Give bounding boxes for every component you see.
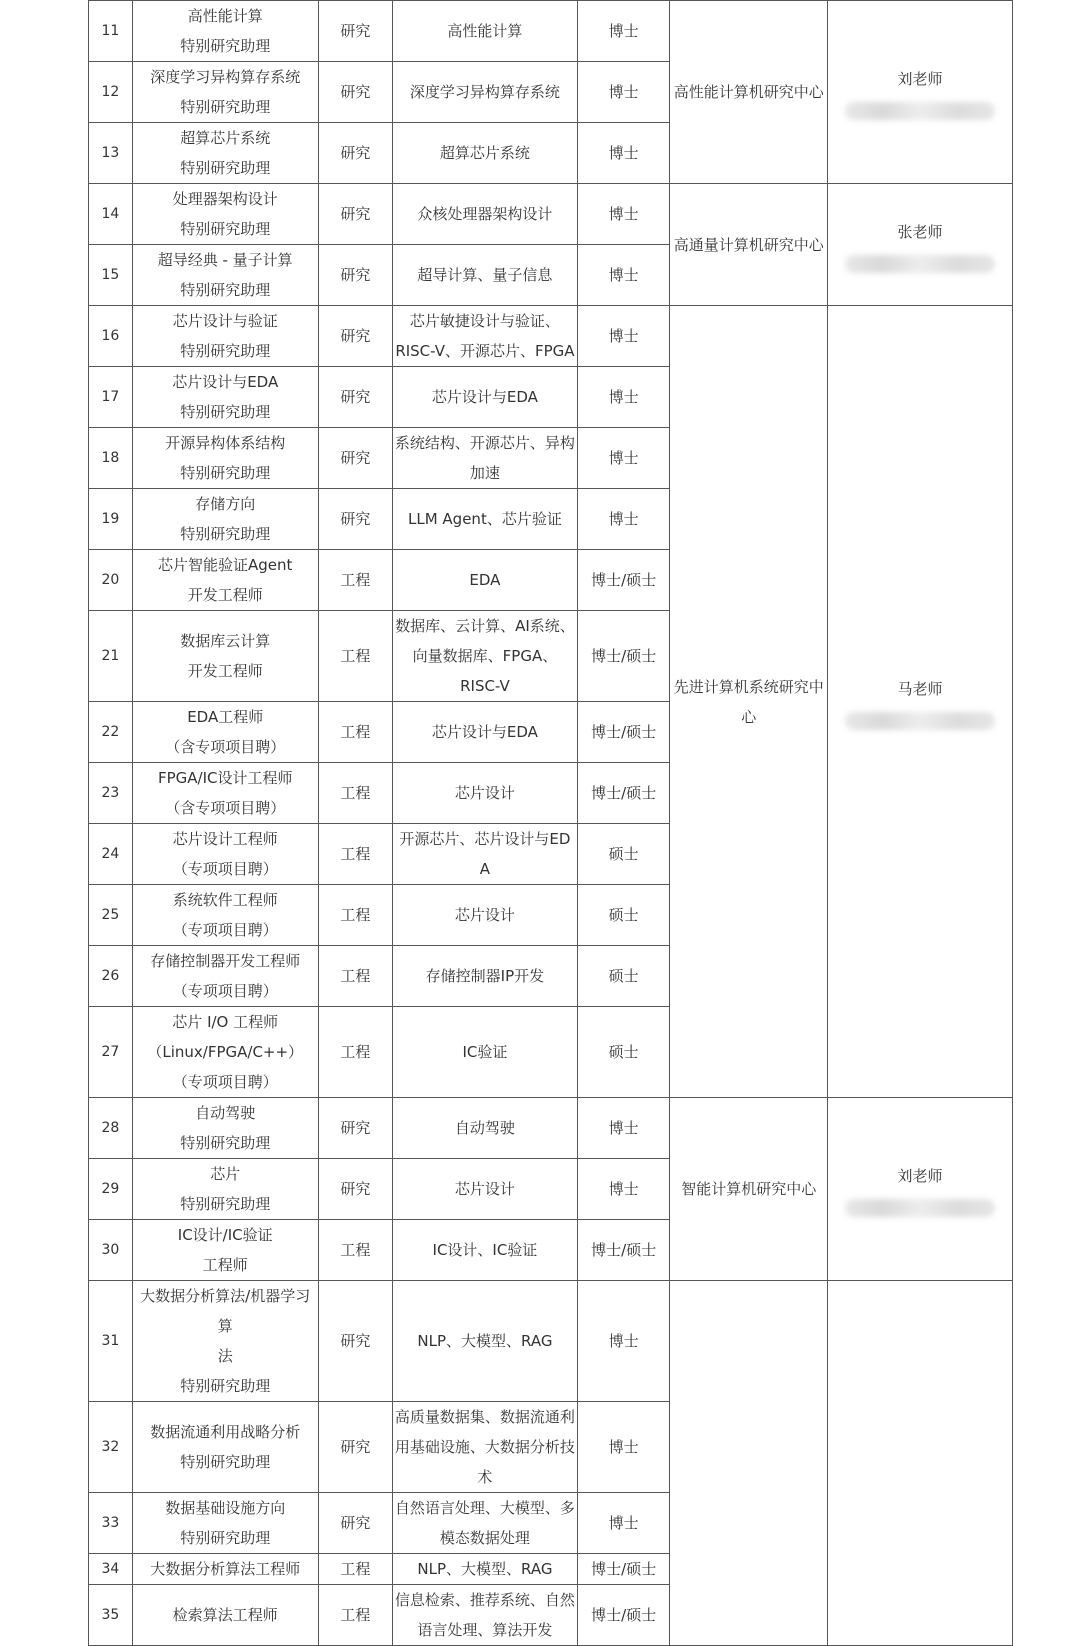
position-name [132,428,318,489]
research-field-line: IC设计、IC验证 [432,1241,538,1259]
row-number: 15 [89,245,133,306]
research-center [670,1,828,184]
row-number: 23 [89,763,133,824]
research-field-line: 自然语言处理、大模型、多 [394,1499,575,1517]
position-name-line: 特别研究助理 [180,1195,271,1213]
degree-requirement: 博士 [577,1402,670,1493]
position-name [132,1159,318,1220]
position-name-line: （Linux/FPGA/C++） [147,1043,304,1061]
position-name [132,1,318,62]
research-field-line: 高质量数据集、数据流通利 [394,1408,575,1426]
degree-requirement: 博士/硕士 [577,702,670,763]
position-name [132,1098,318,1159]
row-number: 33 [89,1493,133,1554]
degree-requirement: 博士 [577,123,670,184]
row-number: 19 [89,489,133,550]
row-number: 21 [89,611,133,702]
research-field-line: 芯片敏捷设计与验证、 [409,312,560,330]
research-field-line: 众核处理器架构设计 [417,205,553,223]
contact-cell [827,306,1012,1098]
degree-requirement: 硕士 [577,1007,670,1098]
position-name-line: 数据流通利用战略分析 [150,1423,301,1441]
research-field-line: LLM Agent、芯片验证 [408,510,562,528]
position-name-line: 特别研究助理 [180,1529,271,1547]
research-field [392,550,577,611]
position-type: 工程 [318,1585,392,1646]
contact-name: 张老师 [897,222,943,241]
position-name [132,824,318,885]
research-field [392,824,577,885]
position-type: 研究 [318,367,392,428]
position-name-line: IC设计/IC验证 [177,1226,273,1244]
contact-name: 马老师 [897,679,943,698]
row-number: 30 [89,1220,133,1281]
position-name [132,489,318,550]
position-name-line: 芯片 I/O 工程师 [172,1013,279,1031]
position-name [132,1220,318,1281]
position-name-line: 芯片设计工程师 [172,830,278,848]
position-name-line: 特别研究助理 [180,1377,271,1395]
research-field-line: 自动驾驶 [454,1119,515,1137]
degree-requirement: 硕士 [577,885,670,946]
position-type: 工程 [318,763,392,824]
degree-requirement: 博士/硕士 [577,1554,670,1585]
degree-requirement: 博士 [577,489,670,550]
position-name-line: FPGA/IC设计工程师 [157,769,293,787]
position-name [132,611,318,702]
contact-cell [827,184,1012,306]
research-field [392,428,577,489]
research-field-line: 信息检索、推荐系统、自然 [394,1591,575,1609]
degree-requirement: 博士/硕士 [577,1585,670,1646]
research-center-line: 高性能计算机研究中心 [673,83,824,101]
research-field-line: 语言处理、算法开发 [417,1621,553,1639]
table-row [89,1281,1013,1402]
research-field-line: 芯片设计 [454,1180,515,1198]
research-field-line: 高性能计算 [447,22,523,40]
research-center [670,306,828,1098]
row-number: 32 [89,1402,133,1493]
position-name-line: 特别研究助理 [180,98,271,116]
table-row [89,306,1013,367]
degree-requirement: 博士 [577,184,670,245]
research-field-line: 数据库、云计算、AI系统、 [395,617,575,635]
position-name-line: 数据基础设施方向 [165,1499,286,1517]
research-field-line: 术 [477,1468,493,1486]
research-field [392,489,577,550]
position-name-line: 深度学习异构算存系统 [150,68,301,86]
position-name-line: 超算芯片系统 [180,129,271,147]
degree-requirement: 博士 [577,1098,670,1159]
position-name-line: （含专项项目聘） [165,799,286,817]
research-field-line: 存储控制器IP开发 [425,967,545,985]
degree-requirement: 博士 [577,245,670,306]
degree-requirement: 博士/硕士 [577,1220,670,1281]
degree-requirement: 博士 [577,1493,670,1554]
row-number: 26 [89,946,133,1007]
position-name-line: 特别研究助理 [180,464,271,482]
degree-requirement: 博士 [577,1281,670,1402]
position-name [132,1281,318,1402]
position-name [132,946,318,1007]
position-name-line: （专项项目聘） [172,1073,278,1091]
table-row [89,1,1013,62]
table-row [89,184,1013,245]
research-field [392,1098,577,1159]
research-field-line: 用基础设施、大数据分析技 [394,1438,575,1456]
research-field-line: 开源芯片、芯片设计与EDA [399,830,571,878]
position-name-line: 工程师 [202,1256,248,1274]
position-name-line: 开源异构体系结构 [165,434,286,452]
research-field-line: 加速 [469,464,500,482]
position-name [132,1493,318,1554]
position-type: 工程 [318,1554,392,1585]
contact-cell [827,1281,1012,1646]
position-name-line: 特别研究助理 [180,37,271,55]
position-name [132,62,318,123]
row-number: 13 [89,123,133,184]
research-center [670,184,828,306]
row-number: 17 [89,367,133,428]
research-field-line: 芯片设计与EDA [431,723,538,741]
position-name-line: 特别研究助理 [180,403,271,421]
position-type: 研究 [318,1402,392,1493]
contact-name: 刘老师 [897,1167,943,1185]
position-type: 研究 [318,306,392,367]
research-field [392,1493,577,1554]
position-type: 工程 [318,702,392,763]
research-field [392,1220,577,1281]
research-field-line: 芯片设计 [454,906,515,924]
row-number: 28 [89,1098,133,1159]
research-field [392,1554,577,1585]
position-name-line: （专项项目聘） [172,860,278,878]
position-name-line: （专项项目聘） [172,921,278,939]
research-field [392,123,577,184]
research-field-line: 深度学习异构算存系统 [409,83,560,101]
degree-requirement: 博士 [577,1159,670,1220]
research-field [392,1281,577,1402]
position-name-line: 特别研究助理 [180,1134,271,1152]
position-type: 研究 [318,1098,392,1159]
research-center-line: 先进计算机系统研究中 [673,677,824,696]
position-type: 研究 [318,1,392,62]
research-field [392,367,577,428]
position-type: 研究 [318,123,392,184]
position-name-line: 存储控制器开发工程师 [150,952,301,970]
position-name-line: 芯片 [210,1165,241,1183]
position-name [132,1402,318,1493]
row-number: 27 [89,1007,133,1098]
research-field [392,184,577,245]
research-center-line: 智能计算机研究中心 [681,1180,817,1198]
position-name-line: 特别研究助理 [180,525,271,543]
position-name-line: （含专项项目聘） [165,738,286,756]
position-type: 研究 [318,428,392,489]
position-name [132,306,318,367]
degree-requirement: 博士/硕士 [577,763,670,824]
research-field [392,1159,577,1220]
research-field [392,1585,577,1646]
position-name [132,702,318,763]
row-number: 31 [89,1281,133,1402]
position-name-line: 高性能计算 [187,7,263,25]
research-field-line: RISC-V、开源芯片、FPGA [395,342,575,360]
position-type: 研究 [318,1159,392,1220]
degree-requirement: 博士/硕士 [577,550,670,611]
research-field-line: 芯片设计 [454,784,515,802]
position-name [132,763,318,824]
position-type: 工程 [318,611,392,702]
row-number: 22 [89,702,133,763]
degree-requirement: 硕士 [577,824,670,885]
contact-cell [827,1098,1012,1281]
row-number: 12 [89,62,133,123]
position-name [132,1585,318,1646]
row-number: 25 [89,885,133,946]
row-number: 29 [89,1159,133,1220]
degree-requirement: 博士/硕士 [577,611,670,702]
research-field-line: 模态数据处理 [439,1529,530,1547]
research-field [392,62,577,123]
position-type: 研究 [318,489,392,550]
research-field-line: NLP、大模型、RAG [417,1332,553,1350]
research-center-line: 心 [741,707,757,726]
position-name [132,184,318,245]
position-name-line: 超导经典 - 量子计算 [157,251,293,269]
position-name [132,1007,318,1098]
position-name-line: （专项项目聘） [172,982,278,1000]
row-number: 16 [89,306,133,367]
position-name-line: 特别研究助理 [180,159,271,177]
position-name [132,550,318,611]
row-number: 14 [89,184,133,245]
position-type: 研究 [318,1493,392,1554]
research-field [392,611,577,702]
degree-requirement: 博士 [577,306,670,367]
position-type: 研究 [318,62,392,123]
research-field [392,1007,577,1098]
research-field-line: 芯片设计与EDA [431,388,538,406]
row-number: 24 [89,824,133,885]
position-type: 工程 [318,550,392,611]
row-number: 18 [89,428,133,489]
position-name [132,367,318,428]
position-name [132,245,318,306]
position-table [88,0,1013,1646]
redacted-email [845,712,995,730]
research-field [392,245,577,306]
position-type: 工程 [318,946,392,1007]
position-name-line: 特别研究助理 [180,1453,271,1471]
position-name-line: EDA工程师 [187,708,264,726]
position-name-line: 芯片设计与EDA [172,373,279,391]
redacted-email [845,102,995,120]
position-name-line: 芯片智能验证Agent [158,556,293,574]
research-center [670,1098,828,1281]
degree-requirement: 博士 [577,62,670,123]
position-name [132,123,318,184]
research-field-line: 向量数据库、FPGA、 [412,647,558,665]
contact-cell [827,1,1012,184]
research-center-line: 高通量计算机研究中心 [673,235,824,254]
position-type: 研究 [318,1281,392,1402]
research-field [392,702,577,763]
row-number: 20 [89,550,133,611]
research-center [670,1281,828,1646]
degree-requirement: 博士 [577,367,670,428]
degree-requirement: 博士 [577,1,670,62]
position-type: 工程 [318,885,392,946]
research-field [392,1402,577,1493]
position-name-line: 芯片设计与验证 [172,312,278,330]
position-name-line: 法 [217,1347,233,1365]
redacted-email [845,255,995,273]
research-field [392,885,577,946]
position-type: 工程 [318,1007,392,1098]
position-name-line: 数据库云计算 [180,632,271,650]
research-field [392,946,577,1007]
table-row [89,1098,1013,1159]
research-field-line: IC验证 [462,1043,508,1061]
research-field [392,763,577,824]
research-field [392,1,577,62]
position-type: 工程 [318,1220,392,1281]
research-field-line: 超算芯片系统 [439,144,530,162]
position-name-line: 大数据分析算法工程师 [150,1560,301,1578]
position-type: 工程 [318,824,392,885]
position-name-line: 检索算法工程师 [172,1606,278,1624]
row-number: 11 [89,1,133,62]
research-field-line: NLP、大模型、RAG [417,1560,553,1578]
redacted-email [845,1199,995,1217]
position-name [132,1554,318,1585]
position-name-line: 开发工程师 [187,662,263,680]
position-name-line: 自动驾驶 [195,1104,256,1122]
row-number: 34 [89,1554,133,1585]
position-name-line: 开发工程师 [187,586,263,604]
position-name-line: 特别研究助理 [180,220,271,238]
research-field-line: 超导计算、量子信息 [417,266,553,284]
position-name-line: 大数据分析算法/机器学习算 [140,1287,311,1335]
position-name [132,885,318,946]
research-field-line: EDA [469,571,501,589]
research-field-line: 系统结构、开源芯片、异构 [394,434,575,452]
research-field [392,306,577,367]
row-number: 35 [89,1585,133,1646]
degree-requirement: 硕士 [577,946,670,1007]
degree-requirement: 博士 [577,428,670,489]
position-name-line: 特别研究助理 [180,281,271,299]
position-name-line: 处理器架构设计 [172,190,278,208]
position-type: 研究 [318,184,392,245]
research-field-line: RISC-V [460,677,510,695]
position-name-line: 存储方向 [195,495,256,513]
contact-name: 刘老师 [897,70,943,88]
position-name-line: 特别研究助理 [180,342,271,360]
position-name-line: 系统软件工程师 [172,891,278,909]
position-type: 研究 [318,245,392,306]
